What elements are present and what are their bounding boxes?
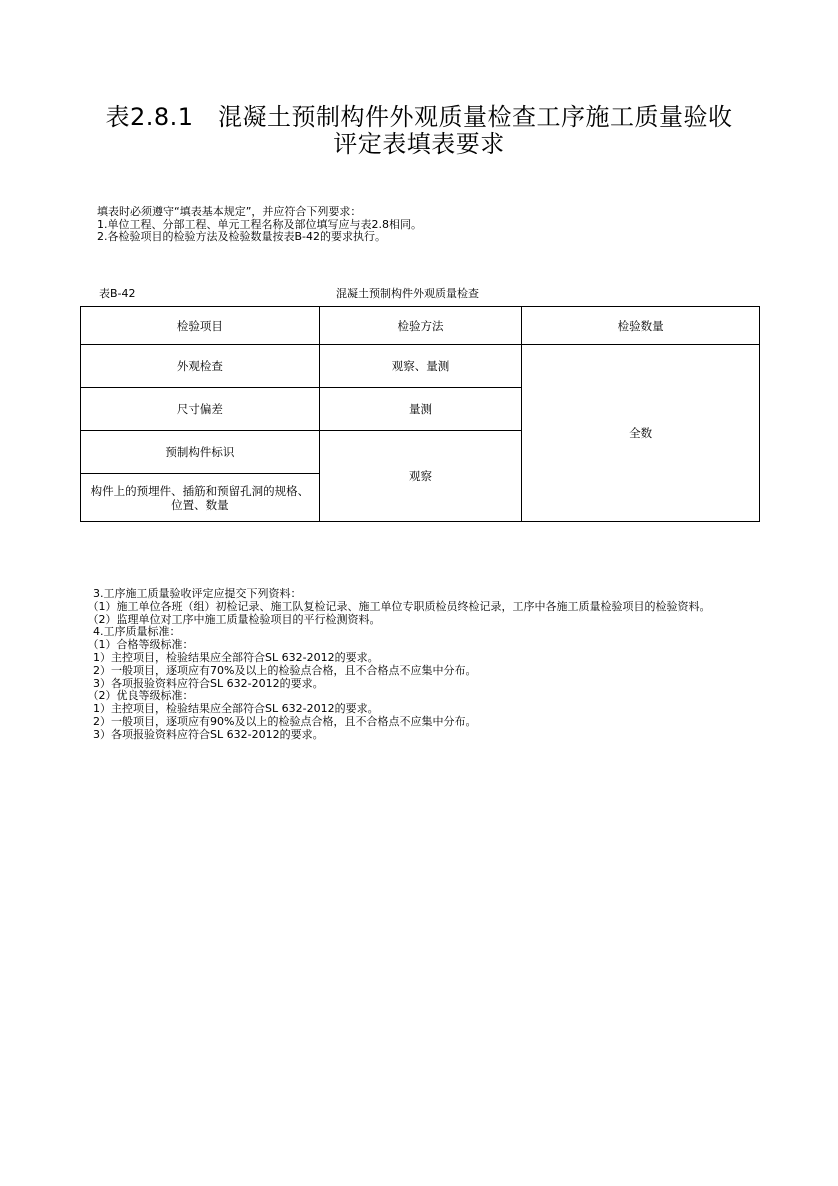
document-title-line-2: 评定表填表要求 [333,130,505,158]
header-inspection-item: 检验项目 [81,307,320,345]
item-cell: 预制构件标识 [81,431,320,474]
note-line: 1）主控项目，检验结果应全部符合SL 632-2012的要求。 [82,702,379,716]
header-inspection-quantity: 检验数量 [522,307,760,345]
quantity-cell: 全数 [522,345,760,522]
note-line: 2）一般项目，逐项应有90%及以上的检验点合格，且不合格点不应集中分布。 [82,714,477,728]
intro-line: 填表时必须遵守“填表基本规定”，并应符合下列要求： [97,205,362,218]
note-line: （2）监理单位对工序中施工质量检验项目的平行检测资料。 [82,612,381,626]
submission-and-quality-notes [82,588,762,742]
table-header-row [81,307,760,345]
note-line: 1）主控项目，检验结果应全部符合SL 632-2012的要求。 [82,650,379,664]
table-row [81,345,760,388]
intro-line: 2.各检验项目的检验方法及检验数量按表B-42的要求执行。 [97,230,387,243]
note-line: 3）各项报验资料应符合SL 632-2012的要求。 [82,676,324,690]
intro-line: 1.单位工程、分部工程、单元工程名称及部位填写应与表2.8相同。 [97,217,422,231]
document-title-line-1: 表2.8.1 混凝土预制构件外观质量检查工序施工质量验收 [105,103,733,131]
note-line: 2）一般项目，逐项应有70%及以上的检验点合格，且不合格点不应集中分布。 [82,663,477,677]
note-line: （1）施工单位各班（组）初检记录、施工队复检记录、施工单位专职质检员终检记录，工序中各施工质量检验项目的检验资料。 [82,599,711,613]
note-line: 3）各项报验资料应符合SL 632-2012的要求。 [82,727,324,741]
note-line: （2）优良等级标准： [82,689,194,703]
table-code: 表B-42 [99,287,136,300]
method-cell: 观察 [319,431,522,522]
item-cell: 外观检查 [81,345,320,388]
method-cell: 观察、量测 [319,345,522,388]
header-inspection-method: 检验方法 [319,307,522,345]
note-line: 4.工序质量标准： [82,625,181,639]
inspection-table [80,306,760,522]
note-line: 3.工序施工质量验收评定应提交下列资料： [82,587,302,600]
item-cell: 尺寸偏差 [81,388,320,431]
item-cell: 构件上的预埋件、插筋和预留孔洞的规格、位置、数量 [81,474,320,522]
method-cell: 量测 [319,388,522,431]
note-line: （1）合格等级标准： [82,638,194,652]
intro-requirements [97,206,422,244]
table-caption: 混凝土预制构件外观质量检查 [336,287,479,300]
